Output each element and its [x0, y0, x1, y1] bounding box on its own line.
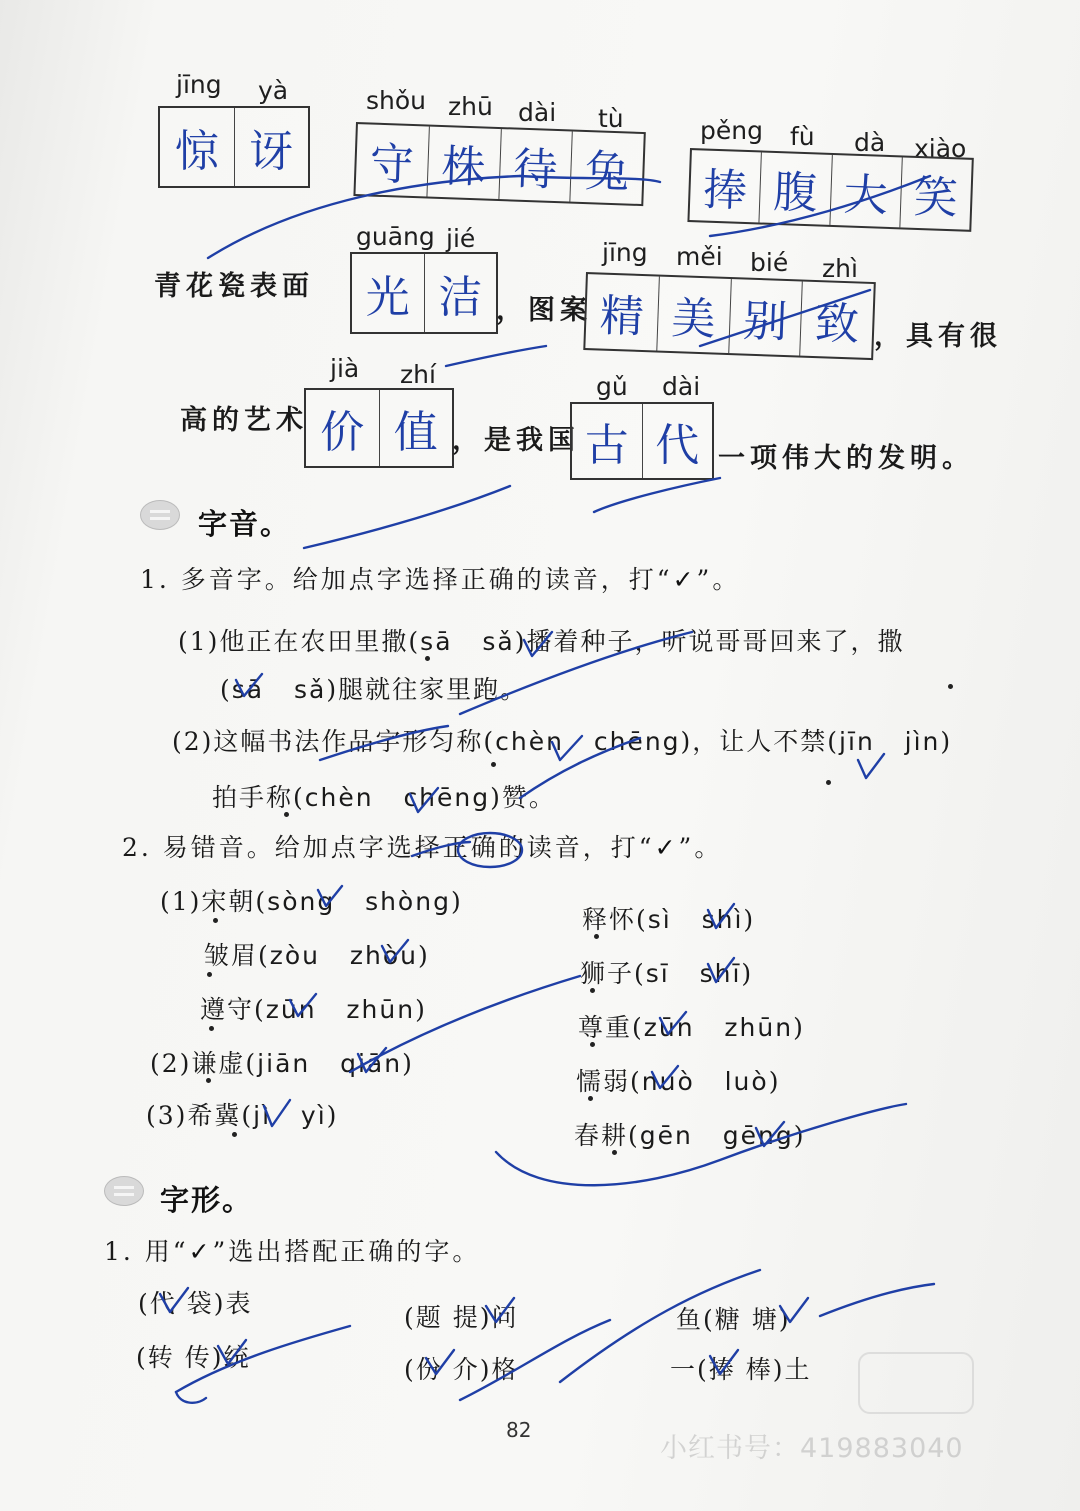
vocab-char: 别: [729, 279, 803, 355]
vocab-char: 捧: [689, 150, 762, 222]
section-icon: [140, 500, 180, 530]
vocab-box-shouzhudaitu: [353, 122, 645, 206]
section-title-sound: 字音。: [198, 507, 292, 541]
shape-col2-1: (份 介)格: [404, 1355, 519, 1384]
q2-right-4: 春耕(gēn gēng): [574, 1121, 806, 1150]
pinyin-zhu: zhū: [448, 92, 493, 121]
pinyin-xiao: xiào: [914, 134, 967, 163]
emphasis-dot: [590, 988, 595, 993]
pinyin-zhi2: zhí: [400, 360, 436, 389]
passage-part-5: ，是我国: [452, 425, 580, 456]
q2-left-3: (2)谦虚(jiān qiān): [150, 1049, 414, 1078]
emphasis-dot: [948, 684, 953, 689]
q2-right-0: 释怀(sì shì): [582, 905, 756, 934]
vocab-char: 精: [585, 274, 659, 350]
pinyin-guang: guāng: [356, 222, 435, 251]
vocab-char: 洁: [438, 272, 483, 323]
vocab-box-jingya: [158, 106, 310, 188]
vocab-char: 代: [655, 420, 700, 471]
emphasis-dot: [232, 1132, 237, 1137]
watermark-logo: [858, 1352, 974, 1414]
passage-part-6: 一项伟大的发明。: [718, 443, 974, 474]
emphasis-dot: [425, 656, 430, 661]
page-number: 82: [506, 1418, 532, 1442]
vocab-char: 致: [814, 298, 860, 351]
check-icon: ✓: [188, 1237, 213, 1266]
vocab-char: 光: [352, 254, 425, 332]
pinyin-shou: shǒu: [366, 86, 427, 115]
pinyin-fu: fù: [790, 122, 815, 151]
shape-col1-0: (代 袋)表: [138, 1289, 253, 1318]
pinyin-bie: bié: [750, 248, 789, 277]
vocab-box-guangjie: [350, 252, 498, 334]
pinyin-jing: jīng: [176, 70, 222, 99]
vocab-char: 待: [499, 129, 573, 201]
emphasis-dot: [206, 1078, 211, 1083]
passage-part-1: 青花瓷表面: [154, 271, 314, 302]
vocab-box-jingmeibiezhi: [583, 272, 876, 360]
passage-part-2: ，图案: [496, 295, 592, 326]
pinyin-zhi: zhì: [822, 254, 858, 283]
check-icon: ✓: [672, 565, 697, 594]
passage-part-4: 高的艺术: [180, 405, 308, 436]
vocab-char: 值: [393, 407, 438, 458]
pinyin-da: dà: [854, 128, 886, 157]
pinyin-dai2: dài: [662, 372, 701, 401]
shape-col3-1: 一(捧 棒)土: [670, 1355, 812, 1384]
shape-col1-1: (转 传)统: [136, 1343, 251, 1372]
emphasis-dot: [612, 1150, 617, 1155]
emphasis-dot: [209, 1026, 214, 1031]
emphasis-dot: [491, 762, 496, 767]
q2-right-3: 懦弱(nuò luò): [576, 1067, 781, 1096]
q2-left-4: (3)希冀(jì yì): [146, 1101, 339, 1130]
vocab-box-gudai: [570, 402, 714, 480]
section-icon: [104, 1176, 144, 1206]
vocab-box-jiazhi: [304, 388, 454, 468]
q1-1-line1: (1)他正在农田里撒(sā sǎ)播着种子，听说哥哥回来了，撒: [178, 627, 905, 656]
q1-prompt: 1. 多音字。给加点字选择正确的读音，打“✓”。: [140, 565, 741, 594]
vocab-char: 古: [572, 404, 643, 478]
emphasis-dot: [590, 1042, 595, 1047]
shape-col2-0: (题 提)问: [404, 1303, 519, 1332]
shape-q1-prompt: 1. 用“✓”选出搭配正确的字。: [104, 1237, 481, 1266]
vocab-char: 兔: [584, 146, 630, 199]
section-title-shape: 字形。: [160, 1183, 254, 1217]
vocab-char: 株: [427, 127, 501, 199]
watermark-text: 小红书号：419883040: [660, 1433, 964, 1464]
emphasis-dot: [594, 934, 599, 939]
q2-right-1: 狮子(sī shī): [580, 959, 754, 988]
shape-col3-0: 鱼(糖 塘): [676, 1305, 791, 1334]
check-icon: ✓: [654, 833, 679, 862]
pinyin-jie: jié: [446, 224, 476, 253]
pinyin-jia: jià: [330, 354, 360, 383]
q2-prompt: 2. 易错音。给加点字选择正确的读音，打“✓”。: [122, 833, 723, 862]
pinyin-tu: tù: [598, 104, 624, 133]
vocab-char: 笑: [912, 171, 959, 225]
passage-part-3: ，具有很: [874, 321, 1002, 352]
vocab-char: 惊: [160, 108, 235, 186]
vocab-char: 价: [306, 390, 380, 466]
emphasis-dot: [213, 918, 218, 923]
pinyin-ya: yà: [258, 76, 289, 105]
q1-2-line2: 拍手称(chèn chēng)赞。: [212, 783, 556, 812]
emphasis-dot: [826, 780, 831, 785]
emphasis-dot: [588, 1096, 593, 1101]
vocab-box-pengfudaxiao: [687, 148, 973, 232]
q2-left-2: 遵守(zūn zhūn): [200, 995, 427, 1024]
vocab-char: 守: [355, 124, 429, 196]
emphasis-dot: [207, 972, 212, 977]
q2-left-0: (1)宋朝(sòng shòng): [160, 887, 463, 916]
pinyin-gu: gǔ: [596, 372, 628, 401]
q1-2-line1: (2)这幅书法作品字形匀称(chèn chēng)，让人不禁(jīn jìn): [172, 727, 953, 756]
q2-left-1: 皱眉(zòu zhòu): [204, 941, 430, 970]
pinyin-peng: pěng: [700, 116, 763, 145]
q2-right-2: 尊重(zūn zhūn): [578, 1013, 805, 1042]
vocab-char: 大: [830, 155, 903, 227]
pinyin-jing2: jīng: [602, 238, 648, 267]
vocab-char: 腹: [760, 153, 833, 225]
vocab-char: 讶: [249, 126, 294, 177]
emphasis-dot: [284, 812, 289, 817]
pinyin-dai: dài: [518, 98, 557, 127]
vocab-char: 美: [657, 277, 731, 353]
pinyin-mei: měi: [676, 242, 723, 271]
q1-1-line2: (sā sǎ)腿就往家里跑。: [220, 675, 528, 704]
